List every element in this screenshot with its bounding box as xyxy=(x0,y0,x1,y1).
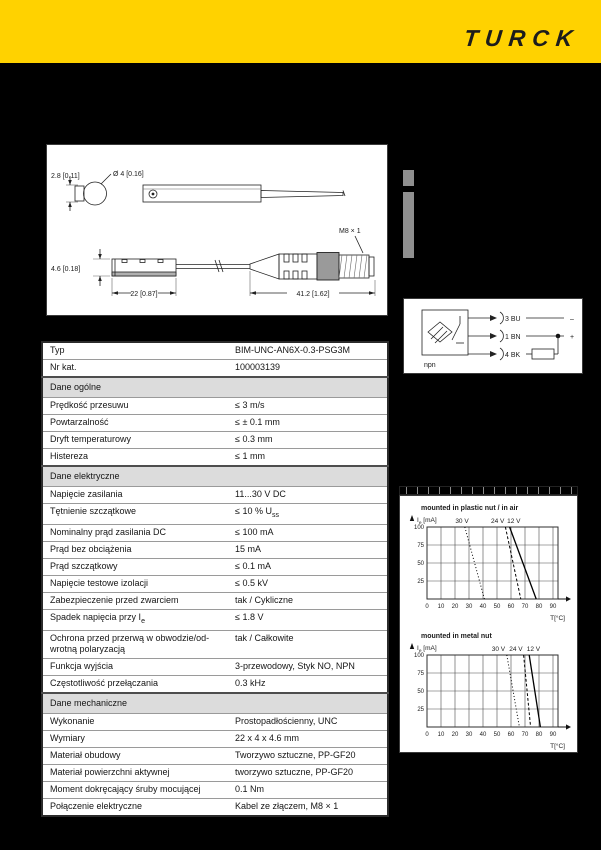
row-label: Napięcie testowe izolacji xyxy=(42,575,228,592)
dim-end-width-label: 2.8 [0.11] xyxy=(51,173,80,180)
row-label: Ochrona przed przerwą w obwodzie/odwrotną polaryzacją xyxy=(42,630,228,658)
temperature-chart-2 xyxy=(401,627,578,753)
x-tick-label: 20 xyxy=(451,604,459,610)
x-tick-label: 50 xyxy=(493,732,501,738)
transistor-type-label: npn xyxy=(424,362,436,369)
table-row xyxy=(42,675,388,693)
x-tick-label: 0 xyxy=(425,732,429,738)
x-tick-label: 10 xyxy=(437,604,445,610)
table-row xyxy=(42,342,388,360)
table-row xyxy=(42,524,388,541)
pin-label-4bk: 4 BK xyxy=(505,352,521,359)
row-value: 3-przewodowy, Styk NO, NPN xyxy=(228,658,388,675)
row-label: Zabezpieczenie przed zwarciem xyxy=(42,592,228,609)
row-value: 100003139 xyxy=(228,360,388,378)
row-label: Nominalny prąd zasilania DC xyxy=(42,524,228,541)
row-value: ≤ ± 0.1 mm xyxy=(228,415,388,432)
table-row xyxy=(42,781,388,798)
table-row xyxy=(42,747,388,764)
table-row xyxy=(42,592,388,609)
y-tick-label: 50 xyxy=(417,689,424,695)
x-tick-label: 30 xyxy=(465,604,473,610)
table-row xyxy=(42,658,388,675)
dim-height-label: 4.6 [0.18] xyxy=(51,266,81,273)
chart-heading-strip xyxy=(399,486,578,495)
y-tick-label: 25 xyxy=(417,707,424,713)
row-value: ≤ 0.1 mA xyxy=(228,558,388,575)
brand-header-bar xyxy=(0,0,601,63)
x-axis-label: T[°C] xyxy=(550,615,565,622)
y-axis-label: $I_e$ [mA] xyxy=(417,517,437,526)
row-value: tak / Cykliczne xyxy=(228,592,388,609)
x-tick-label: 90 xyxy=(549,732,557,738)
row-label: Moment dokręcający śruby mocującej xyxy=(42,781,228,798)
dimension-drawing xyxy=(47,145,387,315)
series-label: 24 V xyxy=(509,646,523,653)
derating-charts-panel xyxy=(399,495,578,753)
section-label: Dane elektryczne xyxy=(42,466,388,487)
table-row xyxy=(42,730,388,747)
wiring-diagram xyxy=(404,299,582,373)
row-value: ≤ 100 mA xyxy=(228,524,388,541)
y-tick-label: 50 xyxy=(417,561,424,567)
y-tick-label: 100 xyxy=(413,653,424,659)
row-label: Nr kat. xyxy=(42,360,228,378)
row-value: Tworzywo sztuczne, PP-GF20 xyxy=(228,747,388,764)
dim-body-length-label: 22 [0.87] xyxy=(130,291,158,298)
side-tab-large xyxy=(403,192,414,258)
row-value: 11...30 V DC xyxy=(228,487,388,504)
row-value: ≤ 1.8 V xyxy=(228,609,388,630)
row-value: ≤ 0.5 kV xyxy=(228,575,388,592)
row-label: Funkcja wyjścia xyxy=(42,658,228,675)
row-label: Częstotliwość przełączania xyxy=(42,675,228,693)
series-label: 30 V xyxy=(491,646,506,653)
row-label: Wymiary xyxy=(42,730,228,747)
row-value: 15 mA xyxy=(228,541,388,558)
dim-connector-length-label: 41.2 [1.62] xyxy=(296,291,330,298)
row-label: Połączenie elektryczne xyxy=(42,798,228,816)
temperature-chart-1 xyxy=(401,499,578,625)
table-row xyxy=(42,575,388,592)
table-row xyxy=(42,609,388,630)
row-value: ≤ 1 mm xyxy=(228,449,388,467)
x-tick-label: 70 xyxy=(521,732,529,738)
wiring-diagram-panel xyxy=(403,298,583,374)
y-tick-label: 25 xyxy=(417,579,424,585)
row-label: Prąd szczątkowy xyxy=(42,558,228,575)
table-row xyxy=(42,504,388,525)
side-tab-small xyxy=(403,170,414,186)
row-value: 0.3 kHz xyxy=(228,675,388,693)
table-row xyxy=(42,449,388,467)
row-value: Prostopadłościenny, UNC xyxy=(228,713,388,730)
x-tick-label: 60 xyxy=(507,604,515,610)
row-label: Powtarzalność xyxy=(42,415,228,432)
pin-label-3bu: 3 BU xyxy=(505,316,521,323)
row-label: Materiał obudowy xyxy=(42,747,228,764)
table-row xyxy=(42,558,388,575)
row-value: ≤ 10 % $U_{ss}$ xyxy=(228,504,388,525)
table-row xyxy=(42,713,388,730)
x-tick-label: 70 xyxy=(521,604,529,610)
x-tick-label: 0 xyxy=(425,604,429,610)
table-row xyxy=(42,798,388,816)
spec-table xyxy=(41,341,389,817)
row-label: Prędkość przesuwu xyxy=(42,398,228,415)
table-row xyxy=(42,360,388,378)
row-label: Tętnienie szczątkowe xyxy=(42,504,228,525)
row-value: 0.1 Nm xyxy=(228,781,388,798)
row-value: BIM-UNC-AN6X-0.3-PSG3M xyxy=(235,345,351,355)
x-tick-label: 20 xyxy=(451,732,459,738)
row-label: Prąd bez obciążenia xyxy=(42,541,228,558)
x-tick-label: 80 xyxy=(535,604,543,610)
x-tick-label: 80 xyxy=(535,732,543,738)
row-label: Materiał powierzchni aktywnej xyxy=(42,764,228,781)
row-value: tak / Całkowite xyxy=(228,630,388,658)
section-label: Dane ogólne xyxy=(42,377,388,398)
series-label: 24 V xyxy=(491,518,505,525)
row-value: Kabel ze złączem, M8 × 1 xyxy=(228,798,388,816)
row-label: Typ xyxy=(50,345,65,355)
terminal-minus: – xyxy=(570,316,574,323)
x-tick-label: 40 xyxy=(479,732,487,738)
series-label: 30 V xyxy=(455,518,469,525)
table-row xyxy=(42,432,388,449)
row-value: ≤ 0.3 mm xyxy=(228,432,388,449)
row-value: tworzywo sztuczne, PP-GF20 xyxy=(228,764,388,781)
row-value: ≤ 3 m/s xyxy=(228,398,388,415)
section-row xyxy=(42,466,388,487)
table-row xyxy=(42,398,388,415)
row-value: 22 x 4 x 4.6 mm xyxy=(228,730,388,747)
section-label: Dane mechaniczne xyxy=(42,693,388,714)
terminal-plus: + xyxy=(570,334,575,341)
table-row xyxy=(42,415,388,432)
row-label: Napięcie zasilania xyxy=(42,487,228,504)
chart-title: mounted in plastic nut / in air xyxy=(421,505,519,512)
dimension-drawing-panel xyxy=(46,144,388,316)
x-tick-label: 60 xyxy=(507,732,515,738)
x-tick-label: 90 xyxy=(549,604,557,610)
series-label: 12 V xyxy=(526,646,541,653)
x-tick-label: 30 xyxy=(465,732,473,738)
x-tick-label: 40 xyxy=(479,604,487,610)
table-row xyxy=(42,541,388,558)
chart-title: mounted in metal nut xyxy=(421,633,492,640)
y-tick-label: 100 xyxy=(413,525,424,531)
y-tick-label: 75 xyxy=(417,671,424,677)
row-label: Wykonanie xyxy=(42,713,228,730)
dim-diameter-label: Ø 4 [0.16] xyxy=(113,171,144,178)
x-tick-label: 50 xyxy=(493,604,501,610)
table-row xyxy=(42,764,388,781)
series-label: 12 V xyxy=(507,518,521,525)
pin-label-1bn: 1 BN xyxy=(505,334,521,341)
row-label: Dryft temperaturowy xyxy=(42,432,228,449)
spec-table-body xyxy=(42,342,388,816)
x-axis-label: T[°C] xyxy=(550,743,565,750)
thread-size-label: M8 × 1 xyxy=(339,228,361,235)
table-row xyxy=(42,487,388,504)
y-axis-label: $I_e$ [mA] xyxy=(417,645,437,654)
row-label: Spadek napięcia przy $I_e$ xyxy=(42,609,228,630)
table-row xyxy=(42,630,388,658)
section-row xyxy=(42,377,388,398)
y-tick-label: 75 xyxy=(417,543,424,549)
x-tick-label: 10 xyxy=(437,732,445,738)
section-row xyxy=(42,693,388,714)
row-label: Histereza xyxy=(42,449,228,467)
turck-logo: TURCK xyxy=(462,25,581,51)
